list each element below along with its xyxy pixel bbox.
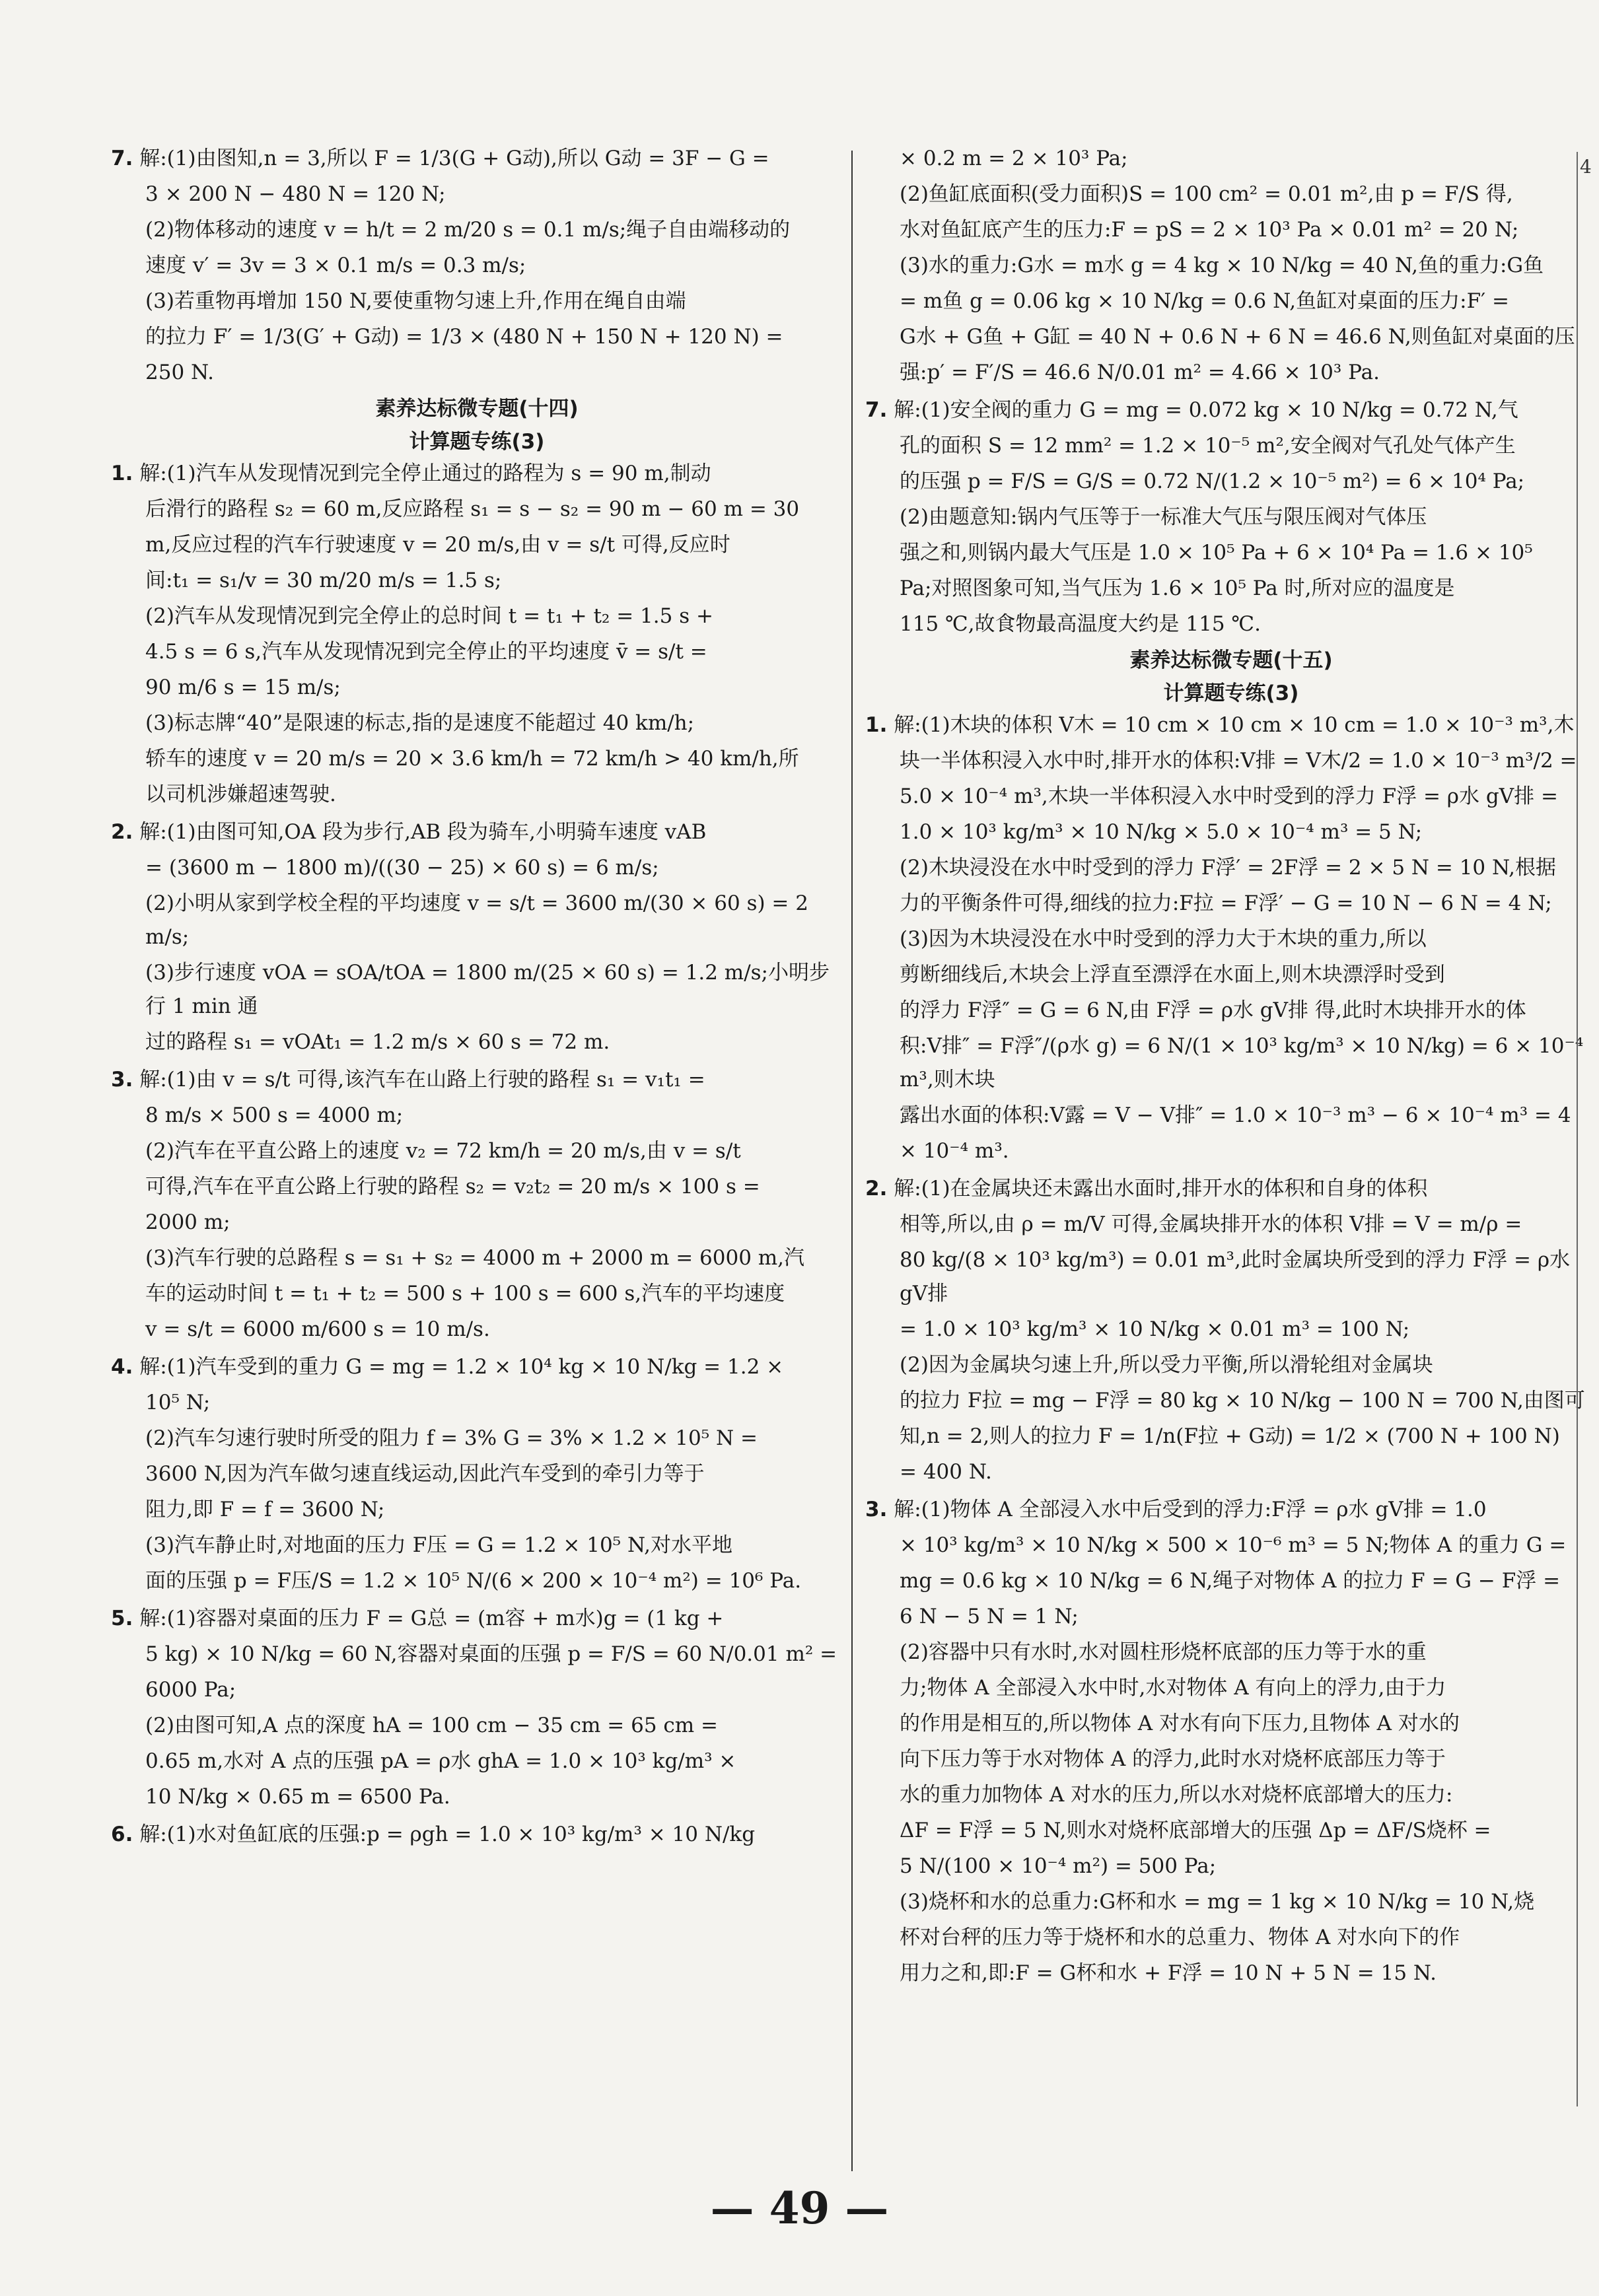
solution-line: 水的重力加物体 A 对水的压力,所以水对烧杯底部增大的压力: [900,1783,1453,1807]
solution-line: 2000 m; [145,1210,231,1234]
item-number: 6. [111,1823,133,1846]
solution-line: 10⁵ N; [145,1391,211,1414]
solution-line: 解:(1)水对鱼缸底的压强:p = ρgh = 1.0 × 10³ kg/m³ × 10 N/kg [139,1823,756,1846]
solution-line: 1.0 × 10³ kg/m³ × 10 N/kg × 5.0 × 10⁻⁴ m³ = 5 N; [900,820,1423,844]
item-number: 2. [111,820,133,844]
solution-first-line [111,816,843,849]
solution-line: 解:(1)物体 A 全部浸入水中后受到的浮力:F浮 = ρ水 gV排 = 1.0 [894,1498,1487,1521]
solution-line: × 0.2 m = 2 × 10³ Pa; [900,147,1128,170]
solution-line: 5.0 × 10⁻⁴ m³,木块一半体积浸入水中时受到的浮力 F浮 = ρ水 gV排 = [900,784,1558,808]
item-number: 2. [865,1177,888,1200]
solution-line: 解:(1)安全阀的重力 G = mg = 0.072 kg × 10 N/kg = 0.72 N,气 [894,398,1518,422]
solution-line: 块一半体积浸入水中时,排开水的体积:V排 = V木/2 = 1.0 × 10⁻³ m³/2 = [900,749,1577,773]
solution-line: 的压强 p = F/S = G/S = 0.72 N/(1.2 × 10⁻⁵ m²) = 6 × 10⁴ Pa; [900,470,1525,493]
solution-line: 115 ℃,故食物最高温度大约是 115 ℃. [900,612,1261,636]
solution-item [865,709,1597,1168]
solution-line: (3)汽车行驶的总路程 s = s₁ + s₂ = 4000 m + 2000 m = 6000 m,汽 [145,1246,805,1270]
solution-line: = 1.0 × 10³ kg/m³ × 10 N/kg × 0.01 m³ = 100 N; [900,1317,1410,1341]
solution-line: 面的压强 p = F压/S = 1.2 × 10⁵ N/(6 × 200 × 10⁻⁴ m²) = 10⁶ Pa. [145,1569,802,1593]
solution-line: 知,n = 2,则人的拉力 F = 1/n(F拉 + G动) = 1/2 × (700 N + 100 N) [900,1424,1560,1448]
item-number: 1. [111,462,133,485]
solution-line: 解:(1)容器对桌面的压力 F = G总 = (m容 + m水)g = (1 kg + [139,1607,724,1630]
solution-line: (2)鱼缸底面积(受力面积)S = 100 cm² = 0.01 m²,由 p = F/S 得, [900,182,1513,206]
solution-line: 强之和,则锅内最大气压是 1.0 × 10⁵ Pa + 6 × 10⁴ Pa = 1.6 × 10⁵ [900,541,1533,565]
right-column [865,142,1597,1994]
solution-item [111,1350,843,1598]
solution-line: 力;物体 A 全部浸入水中时,水对物体 A 有向上的浮力,由于力 [900,1676,1446,1700]
solution-line: 5 kg) × 10 N/kg = 60 N,容器对桌面的压强 p = F/S = 60 N/0.01 m² = [145,1642,837,1666]
solution-first-line [865,1493,1597,1527]
solution-line: 强:p′ = F′/S = 46.6 N/0.01 m² = 4.66 × 10³ Pa. [900,361,1380,384]
solution-line: 后滑行的路程 s₂ = 60 m,反应路程 s₁ = s − s₂ = 90 m − 60 m = 30 [145,497,800,521]
solution-line: 的拉力 F拉 = mg − F浮 = 80 kg × 10 N/kg − 100 N = 700 N,由图可 [900,1389,1585,1412]
solution-line: 6 N − 5 N = 1 N; [900,1605,1079,1628]
solution-line: (2)由题意知:锅内气压等于一标准大气压与限压阀对气体压 [900,505,1427,529]
solution-first-line [111,1818,843,1852]
solution-line: (2)汽车匀速行驶时所受的阻力 f = 3% G = 3% × 1.2 × 10⁵ N = [145,1426,758,1450]
edge-mark: 4 [1580,156,1592,178]
item-number: 4. [111,1355,133,1379]
solution-line: (2)木块浸没在水中时受到的浮力 F浮′ = 2F浮 = 2 × 5 N = 10 N,根据 [900,856,1556,880]
solution-item [111,457,843,812]
solution-line: 力的平衡条件可得,细线的拉力:F拉 = F浮′ − G = 10 N − 6 N = 4 N; [900,891,1552,915]
section-title: 计算题专练(3) [409,430,545,454]
solution-line: v = s/t = 6000 m/600 s = 10 m/s. [145,1317,490,1341]
solution-line: 解:(1)汽车从发现情况到完全停止通过的路程为 s = 90 m,制动 [139,462,711,485]
solution-line: 过的路程 s₁ = vOAt₁ = 1.2 m/s × 60 s = 72 m. [145,1030,610,1054]
solution-first-line [111,1063,843,1097]
solution-line: 0.65 m,水对 A 点的压强 pA = ρ水 ghA = 1.0 × 10³ kg/m³ × [145,1749,736,1773]
solution-line: 轿车的速度 v = 20 m/s = 20 × 3.6 km/h = 72 km/h > 40 km/h,所 [145,747,799,771]
solution-line: (3)因为木块浸没在水中时受到的浮力大于木块的重力,所以 [900,927,1427,951]
solution-line: = 400 N. [900,1460,992,1484]
solution-line: 3600 N,因为汽车做匀速直线运动,因此汽车受到的牵引力等于 [145,1462,705,1486]
solution-line: × 10⁻⁴ m³. [900,1139,1009,1163]
solution-line: G水 + G鱼 + G缸 = 40 N + 0.6 N + 6 N = 46.6 N,则鱼缸对桌面的压 [900,325,1575,349]
solution-line: (3)烧杯和水的总重力:G杯和水 = mg = 1 kg × 10 N/kg = 10 N,烧 [900,1890,1535,1914]
item-number: 3. [865,1498,888,1521]
solution-first-line [111,457,843,491]
solution-line: 6000 Pa; [145,1678,236,1702]
solution-line: 间:t₁ = s₁/v = 30 m/20 m/s = 1.5 s; [145,569,502,592]
solution-line: 80 kg/(8 × 10³ kg/m³) = 0.01 m³,此时金属块所受到的浮力 F浮 = ρ水 gV排 [900,1248,1571,1305]
item-number: 7. [865,398,888,422]
solution-item [111,1818,843,1852]
solution-line: (2)汽车在平直公路上的速度 v₂ = 72 km/h = 20 m/s,由 v = s/t [145,1139,741,1163]
solution-line: 解:(1)木块的体积 V木 = 10 cm × 10 cm × 10 cm = 1.0 × 10⁻³ m³,木 [894,713,1575,737]
solution-first-line [111,1350,843,1384]
solution-item [111,816,843,1059]
solution-first-line [865,709,1597,742]
solution-line: 10 N/kg × 0.65 m = 6500 Pa. [145,1785,450,1809]
solution-line: (2)汽车从发现情况到完全停止的总时间 t = t₁ + t₂ = 1.5 s + [145,604,713,628]
item-number: 1. [865,713,888,737]
solution-line: = m鱼 g = 0.06 kg × 10 N/kg = 0.6 N,鱼缸对桌面的压力:F′ = [900,289,1509,313]
solution-line: 孔的面积 S = 12 mm² = 1.2 × 10⁻⁵ m²,安全阀对气孔处气体产生 [900,434,1516,458]
item-number: 7. [111,147,133,170]
solution-line: Pa;对照图象可知,当气压为 1.6 × 10⁵ Pa 时,所对应的温度是 [900,576,1455,600]
solution-item [111,142,843,390]
solution-line: (3)标志牌“40”是限速的标志,指的是速度不能超过 40 km/h; [145,711,695,735]
solution-line: 阻力,即 F = f = 3600 N; [145,1498,385,1521]
solution-first-line [111,142,843,176]
solution-line: 解:(1)由图可知,OA 段为步行,AB 段为骑车,小明骑车速度 vAB [139,820,707,844]
solution-item [865,142,1597,390]
solution-line: 的作用是相互的,所以物体 A 对水有向下压力,且物体 A 对水的 [900,1712,1460,1735]
solution-line: 剪断细线后,木块会上浮直至漂浮在水面上,则木块漂浮时受到 [900,963,1445,987]
solution-line: 积:V排″ = F浮″/(ρ水 g) = 6 N/(1 × 10³ kg/m³ × 10 N/kg) = 6 × 10⁻⁴ m³,则木块 [900,1034,1584,1092]
section-title: 素养达标微专题(十五) [1129,648,1333,672]
solution-line: 解:(1)由 v = s/t 可得,该汽车在山路上行驶的路程 s₁ = v₁t₁ = [139,1068,705,1092]
solution-line: 的拉力 F′ = 1/3(G′ + G动) = 1/3 × (480 N + 150 N + 120 N) = [145,325,783,349]
solution-line: 90 m/6 s = 15 m/s; [145,676,341,699]
solution-line: 可得,汽车在平直公路上行驶的路程 s₂ = v₂t₂ = 20 m/s × 100 s = [145,1175,760,1199]
solution-line: (2)由图可知,A 点的深度 hA = 100 cm − 35 cm = 65 cm = [145,1714,718,1737]
solution-line: 解:(1)汽车受到的重力 G = mg = 1.2 × 10⁴ kg × 10 N/kg = 1.2 × [139,1355,784,1379]
solution-line: × 10³ kg/m³ × 10 N/kg × 500 × 10⁻⁶ m³ = 5 N;物体 A 的重力 G = [900,1533,1567,1557]
solution-line: (3)汽车静止时,对地面的压力 F压 = G = 1.2 × 10⁵ N,对水平地 [145,1533,732,1557]
solution-line: 解:(1)在金属块还未露出水面时,排开水的体积和自身的体积 [894,1177,1428,1200]
solution-line: 以司机涉嫌超速驾驶. [145,783,336,806]
solution-line: 8 m/s × 500 s = 4000 m; [145,1103,404,1127]
solution-line: 水对鱼缸底产生的压力:F = pS = 2 × 10³ Pa × 0.01 m² = 20 N; [900,218,1519,242]
solution-first-line [111,1602,843,1636]
item-number: 3. [111,1068,133,1092]
section-title: 素养达标微专题(十四) [375,397,579,421]
solution-line: 露出水面的体积:V露 = V − V排″ = 1.0 × 10⁻³ m³ − 6 × 10⁻⁴ m³ = 4 [900,1103,1571,1127]
solution-line: 车的运动时间 t = t₁ + t₂ = 500 s + 100 s = 600 s,汽车的平均速度 [145,1282,785,1305]
item-number: 5. [111,1607,133,1630]
solution-item [111,1063,843,1346]
solution-line: 4.5 s = 6 s,汽车从发现情况到完全停止的平均速度 v̄ = s/t = [145,640,707,664]
solution-line: 3 × 200 N − 480 N = 120 N; [145,182,446,206]
solution-line: 杯对台秤的压力等于烧杯和水的总重力、物体 A 对水向下的作 [900,1926,1460,1949]
solution-line: 相等,所以,由 ρ = m/V 可得,金属块排开水的体积 V排 = V = m/ρ = [900,1212,1522,1236]
solution-line: 用力之和,即:F = G杯和水 + F浮 = 10 N + 5 N = 15 N. [900,1961,1437,1985]
solution-item [111,1602,843,1814]
solution-line: m,反应过程的汽车行驶速度 v = 20 m/s,由 v = s/t 可得,反应时 [145,533,730,557]
solution-item [865,1172,1597,1489]
solution-item [865,394,1597,641]
solution-line: (3)若重物再增加 150 N,要使重物匀速上升,作用在绳自由端 [145,289,686,313]
solution-line: 速度 v′ = 3v = 3 × 0.1 m/s = 0.3 m/s; [145,254,526,277]
solution-line: 的浮力 F浮″ = G = 6 N,由 F浮 = ρ水 gV排 得,此时木块排开水的体 [900,998,1526,1022]
solution-first-line [865,394,1597,427]
page-number: — 49 — [710,2182,889,2234]
column-divider [851,151,853,2171]
section-title: 计算题专练(3) [1163,681,1299,705]
solution-line: 5 N/(100 × 10⁻⁴ m²) = 500 Pa; [900,1854,1217,1878]
solution-line: (2)物体移动的速度 v = h/t = 2 m/20 s = 0.1 m/s;绳子自由端移动的 [145,218,791,242]
solution-line: (3)水的重力:G水 = m水 g = 4 kg × 10 N/kg = 40 N,鱼的重力:G鱼 [900,254,1544,277]
solution-line: 250 N. [145,361,215,384]
solution-line: 向下压力等于水对物体 A 的浮力,此时水对烧杯底部压力等于 [900,1747,1446,1771]
solution-line: (2)因为金属块匀速上升,所以受力平衡,所以滑轮组对金属块 [900,1353,1433,1377]
edge-rule [1577,152,1578,2106]
solution-line: mg = 0.6 kg × 10 N/kg = 6 N,绳子对物体 A 的拉力 F = G − F浮 = [900,1569,1561,1593]
solution-line: = (3600 m − 1800 m)/((30 − 25) × 60 s) = 6 m/s; [145,856,659,880]
solution-line: (2)容器中只有水时,水对圆柱形烧杯底部的压力等于水的重 [900,1640,1427,1664]
solution-line: (3)步行速度 vOA = sOA/tOA = 1800 m/(25 × 60 s) = 1.2 m/s;小明步行 1 min 通 [145,961,830,1018]
left-column [111,142,843,1856]
solution-item [865,1493,1597,1990]
solution-first-line [865,1172,1597,1206]
solution-line: (2)小明从家到学校全程的平均速度 v = s/t = 3600 m/(30 × 60 s) = 2 m/s; [145,891,808,949]
solution-line: ΔF = F浮 = 5 N,则水对烧杯底部增大的压强 Δp = ΔF/S烧杯 = [900,1819,1491,1842]
solution-line: 解:(1)由图知,n = 3,所以 F = 1/3(G + G动),所以 G动 = 3F − G = [139,147,769,170]
